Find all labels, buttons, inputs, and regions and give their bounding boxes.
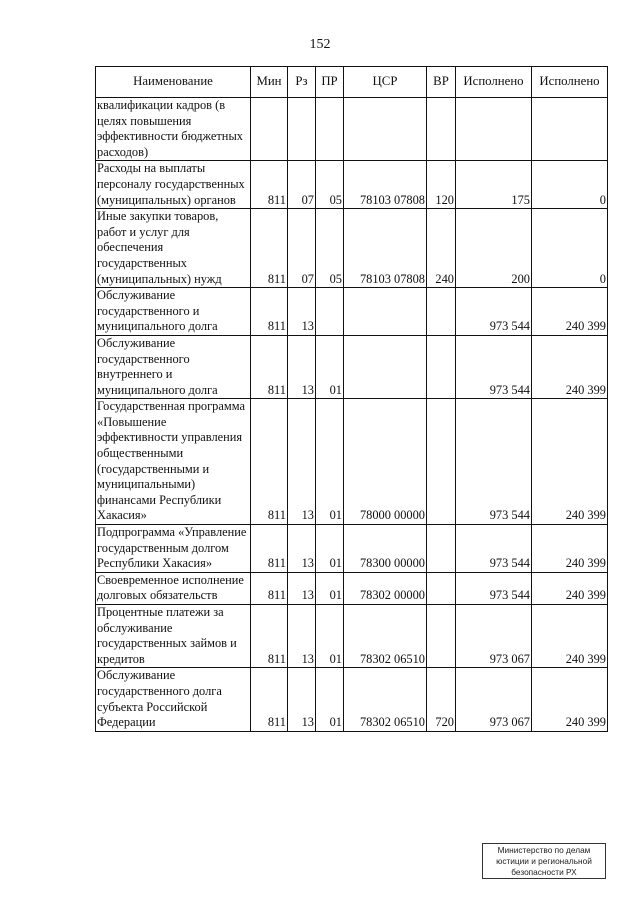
cell-pr: 01 [316,399,344,525]
table-row [96,399,608,525]
cell-executed-1: 973 544 [456,335,532,398]
cell-pr: 01 [316,525,344,573]
cell-name: Обслуживание государственного внутреннего и муниципального долга [96,335,251,398]
cell-rz: 13 [288,572,316,604]
table-row [96,288,608,336]
table-row [96,335,608,398]
cell-min: 811 [251,572,288,604]
cell-vr: 240 [427,209,456,288]
cell-name: Государственная программа «Повышение эффективности управления общественными (государственными и муниципальными) финансами Республики Хакасия» [96,399,251,525]
header-min: Мин [251,67,288,98]
cell-executed-2: 240 399 [532,288,608,336]
cell-csr [344,335,427,398]
cell-csr [344,98,427,161]
table-row [96,668,608,731]
cell-csr: 78103 07808 [344,161,427,209]
cell-executed-2: 240 399 [532,525,608,573]
cell-name: Подпрограмма «Управление государственным долгом Республики Хакасия» [96,525,251,573]
cell-vr: 720 [427,668,456,731]
cell-executed-1 [456,98,532,161]
ministry-stamp [482,843,606,879]
cell-csr: 78302 06510 [344,605,427,668]
cell-rz: 13 [288,399,316,525]
cell-name: Расходы на выплаты персоналу государственных (муниципальных) органов [96,161,251,209]
cell-csr: 78302 06510 [344,668,427,731]
cell-pr: 01 [316,572,344,604]
cell-rz: 13 [288,288,316,336]
cell-executed-1: 973 544 [456,288,532,336]
cell-vr [427,98,456,161]
cell-min: 811 [251,668,288,731]
cell-vr [427,605,456,668]
cell-rz: 13 [288,668,316,731]
cell-csr: 78103 07808 [344,209,427,288]
cell-csr [344,288,427,336]
cell-min: 811 [251,209,288,288]
cell-executed-2: 240 399 [532,399,608,525]
cell-name: Своевременное исполнение долговых обязательств [96,572,251,604]
table-row [96,525,608,573]
cell-executed-2: 240 399 [532,335,608,398]
cell-vr [427,335,456,398]
stamp-line-3: безопасности РХ [511,867,577,877]
header-vr: ВР [427,67,456,98]
cell-name: Обслуживание государственного и муниципального долга [96,288,251,336]
page-number: 152 [309,37,331,52]
header-executed-2: Исполнено [532,67,608,98]
stamp-line-2: юстиции и региональной [496,856,592,866]
cell-executed-2: 240 399 [532,668,608,731]
header-rz: Рз [288,67,316,98]
cell-rz: 07 [288,161,316,209]
cell-vr [427,399,456,525]
cell-executed-1: 973 544 [456,525,532,573]
cell-rz: 13 [288,335,316,398]
table-row [96,572,608,604]
header-name: Наименование [96,67,251,98]
cell-min: 811 [251,335,288,398]
cell-min: 811 [251,161,288,209]
cell-executed-1: 973 067 [456,605,532,668]
cell-pr: 05 [316,161,344,209]
cell-min [251,98,288,161]
cell-executed-2: 240 399 [532,605,608,668]
cell-vr: 120 [427,161,456,209]
cell-rz: 13 [288,525,316,573]
cell-min: 811 [251,288,288,336]
cell-executed-2: 240 399 [532,572,608,604]
cell-vr [427,525,456,573]
table-body [96,98,608,732]
table-row [96,161,608,209]
cell-name: Процентные платежи за обслуживание государственных займов и кредитов [96,605,251,668]
cell-rz [288,98,316,161]
cell-csr: 78302 00000 [344,572,427,604]
cell-min: 811 [251,525,288,573]
cell-name: квалификации кадров (в целях повышения эффективности бюджетных расходов) [96,98,251,161]
cell-vr [427,288,456,336]
cell-csr: 78000 00000 [344,399,427,525]
cell-executed-1: 200 [456,209,532,288]
cell-rz: 13 [288,605,316,668]
cell-min: 811 [251,399,288,525]
cell-pr: 01 [316,335,344,398]
cell-executed-1: 973 544 [456,572,532,604]
cell-pr [316,98,344,161]
header-pr: ПР [316,67,344,98]
cell-name: Иные закупки товаров, работ и услуг для обеспечения государственных (муниципальных) нужд [96,209,251,288]
table-row [96,98,608,161]
header-executed-1: Исполнено [456,67,532,98]
cell-pr [316,288,344,336]
cell-csr: 78300 00000 [344,525,427,573]
table-row [96,209,608,288]
cell-executed-1: 175 [456,161,532,209]
cell-executed-1: 973 544 [456,399,532,525]
cell-pr: 05 [316,209,344,288]
cell-executed-2: 0 [532,209,608,288]
table-row [96,605,608,668]
cell-executed-2: 0 [532,161,608,209]
header-csr: ЦСР [344,67,427,98]
cell-min: 811 [251,605,288,668]
cell-executed-1: 973 067 [456,668,532,731]
header-row [96,67,608,98]
cell-pr: 01 [316,668,344,731]
cell-pr: 01 [316,605,344,668]
cell-executed-2 [532,98,608,161]
stamp-line-1: Министерство по делам [497,845,591,855]
cell-rz: 07 [288,209,316,288]
cell-vr [427,572,456,604]
budget-table [95,66,608,732]
cell-name: Обслуживание государственного долга субъекта Российской Федерации [96,668,251,731]
